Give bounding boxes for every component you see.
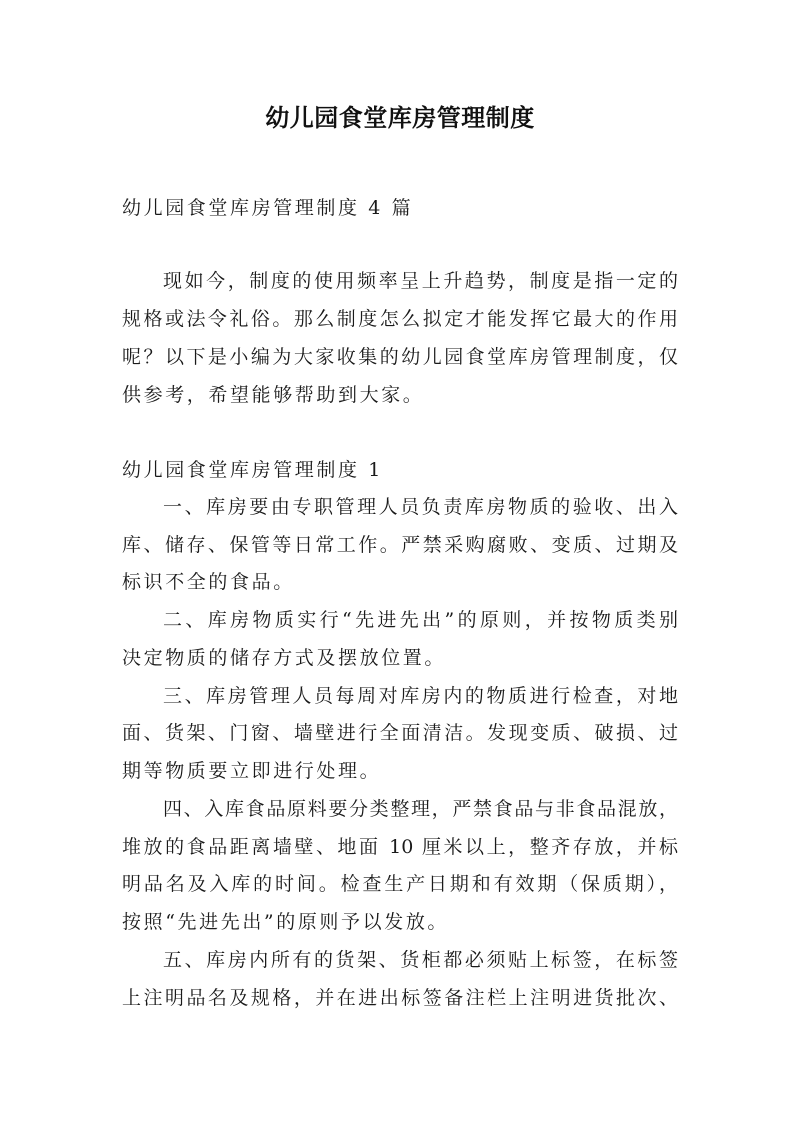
body-line: 四、入库食品原料要分类整理，严禁食品与非食品混放， bbox=[163, 798, 678, 820]
body-line: 期等物质要立即进行处理。 bbox=[122, 760, 382, 782]
intro-line: 现如今，制度的使用频率呈上升趋势，制度是指一定的 bbox=[163, 270, 678, 292]
body-line: 二、库房物质实行“先进先出”的原则，并按物质类别 bbox=[163, 609, 678, 631]
body-line: 标识不全的食品。 bbox=[122, 571, 295, 593]
body-line: 按照“先进先出”的原则予以发放。 bbox=[122, 911, 450, 933]
intro-line: 规格或法令礼俗。那么制度怎么拟定才能发挥它最大的作用 bbox=[122, 308, 678, 330]
body-line: 决定物质的储存方式及摆放位置。 bbox=[122, 647, 447, 669]
body-line: 五、库房内所有的货架、货柜都必须贴上标签，在标签 bbox=[163, 949, 678, 971]
document-subtitle: 幼儿园食堂库房管理制度 4 篇 bbox=[122, 197, 414, 219]
body-line: 上注明品名及规格，并在进出标签备注栏上注明进货批次、 bbox=[122, 987, 678, 1009]
intro-line: 供参考，希望能够帮助到大家。 bbox=[122, 384, 425, 406]
section-heading: 幼儿园食堂库房管理制度 1 bbox=[122, 459, 383, 481]
document-title: 幼儿园食堂库房管理制度 bbox=[265, 104, 535, 132]
body-line: 三、库房管理人员每周对库房内的物质进行检查，对地 bbox=[163, 685, 678, 707]
body-line: 堆放的食品距离墙壁、地面 10 厘米以上，整齐存放，并标 bbox=[122, 836, 678, 858]
intro-line: 呢？以下是小编为大家收集的幼儿园食堂库房管理制度，仅 bbox=[122, 346, 678, 368]
body-line: 一、库房要由专职管理人员负责库房物质的验收、出入 bbox=[163, 496, 678, 518]
body-line: 明品名及入库的时间。检查生产日期和有效期（保质期）， bbox=[122, 873, 678, 895]
body-line: 面、货架、门窗、墙壁进行全面清洁。发现变质、破损、过 bbox=[122, 722, 678, 744]
body-line: 库、储存、保管等日常工作。严禁采购腐败、变质、过期及 bbox=[122, 534, 678, 556]
